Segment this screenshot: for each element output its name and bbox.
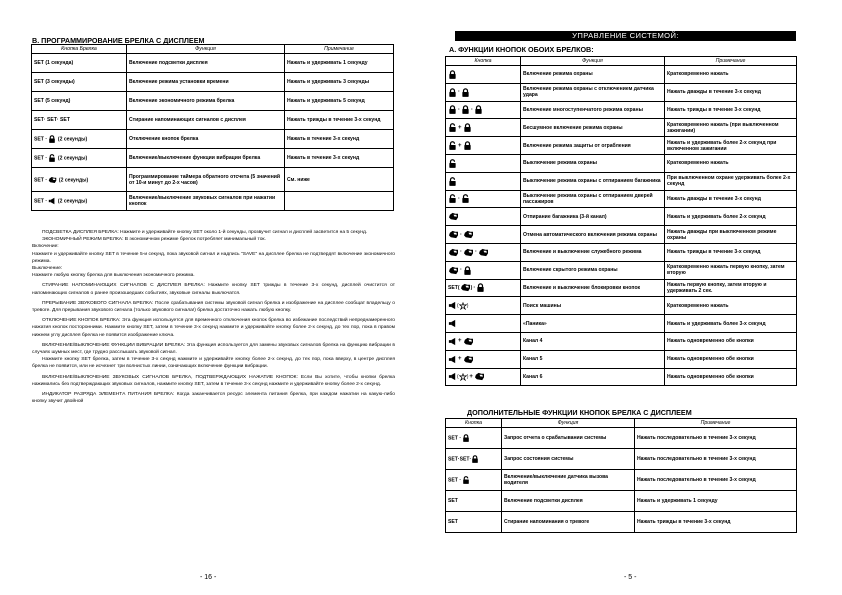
unlock-icon bbox=[448, 159, 457, 168]
lock-icon bbox=[48, 135, 56, 143]
unlock-icon bbox=[448, 177, 457, 186]
paragraph: Нажмите и удерживайте кнопку SET в течение 5-и секунд, пока звуковой сигнал и надпись "SAVE" на дисплее брелка не подтвердят включение экономичного режима. bbox=[32, 251, 395, 264]
paragraph: ЭКОНОМИЧНЫЙ РЕЖИМ БРЕЛКА: В экономичном режиме брелок потребляет минимальный ток. bbox=[42, 237, 266, 243]
row-function: Стирание напоминания о тревоге bbox=[502, 512, 635, 533]
row-function: Отключение кнопок брелка bbox=[127, 130, 285, 149]
row-note: Кратковременно нажать bbox=[665, 66, 797, 84]
row-function: Включение режима охраны с отключением датчика удара bbox=[521, 83, 665, 101]
row-note: Нажать трижды в течение 3-х секунд bbox=[665, 243, 797, 261]
key-label: SET · bbox=[448, 435, 462, 442]
key-suffix: (2 секунды) bbox=[57, 198, 88, 205]
row-function: Включение и выключение служебного режима bbox=[521, 243, 665, 261]
row-key bbox=[446, 66, 521, 84]
table-row bbox=[446, 279, 797, 297]
system-control-banner: УПРАВЛЕНИЕ СИСТЕМОЙ: bbox=[455, 31, 796, 41]
row-key bbox=[446, 428, 502, 449]
row-key: · · bbox=[446, 243, 521, 261]
right-page bbox=[421, 0, 842, 595]
row-note: Нажать последовательно в течение 3-х секунд bbox=[635, 470, 797, 491]
row-key: SET (5 секунд) bbox=[32, 92, 127, 111]
row-function: Канал 6 bbox=[521, 368, 665, 386]
key-prefix: SET · bbox=[34, 136, 48, 143]
table-row bbox=[446, 470, 797, 491]
table-row bbox=[446, 208, 797, 226]
row-note: Нажать дважды при выключенном режиме охраны bbox=[665, 226, 797, 244]
row-function: Запрос состояния системы bbox=[502, 449, 635, 470]
row-function: Стирание напоминающих сигналов с дисплея bbox=[127, 111, 285, 130]
lock-icon bbox=[448, 105, 457, 114]
row-note: Нажать первую кнопку, затем вторую и удерживать 2 сек. bbox=[665, 279, 797, 297]
unlock-icon bbox=[48, 154, 56, 162]
table-row bbox=[32, 168, 394, 192]
table-row bbox=[446, 368, 797, 386]
star-icon bbox=[459, 302, 467, 310]
row-note: Нажать и удерживать 1 секунду bbox=[285, 54, 394, 73]
table-row bbox=[446, 315, 797, 333]
row-key: · bbox=[446, 261, 521, 279]
table-row bbox=[446, 226, 797, 244]
row-function: Выключение режима охраны с отпиранием багажника bbox=[521, 172, 665, 190]
lock-icon bbox=[448, 88, 457, 97]
car-icon bbox=[463, 248, 474, 257]
table-row bbox=[32, 111, 394, 130]
car-icon bbox=[463, 230, 474, 239]
paragraph: ПОДСВЕТКА ДИСПЛЕЯ БРЕЛКА: Нажмите и удерживайте кнопку SET около 1-й секунды, прозвучит сигнал и дисплей засветится на 5 секунд. bbox=[42, 230, 368, 235]
row-key bbox=[32, 149, 127, 168]
row-key: SET bbox=[446, 491, 502, 512]
horn-icon bbox=[448, 372, 457, 381]
row-note: Нажать трижды в течение 3-х секунд bbox=[285, 111, 394, 130]
row-note: Нажать в течение 3-х секунд bbox=[285, 149, 394, 168]
row-key: SET bbox=[446, 512, 502, 533]
row-note: Кратковременно нажать bbox=[665, 297, 797, 315]
left-header-note: Примечание bbox=[285, 45, 394, 54]
car-icon bbox=[478, 248, 489, 257]
table-row bbox=[446, 83, 797, 101]
car-icon bbox=[474, 372, 485, 381]
car-icon bbox=[448, 212, 459, 221]
table-row bbox=[446, 332, 797, 350]
row-key: SET( )· bbox=[446, 279, 521, 297]
row-key: SET· SET· SET bbox=[32, 111, 127, 130]
row-note: См. ниже bbox=[285, 168, 394, 192]
row-function: Канал 5 bbox=[521, 350, 665, 368]
row-note: Нажать последовательно в течение 3-х секунд bbox=[635, 449, 797, 470]
row-key: · bbox=[446, 226, 521, 244]
row-key bbox=[446, 154, 521, 172]
row-function: «Паника» bbox=[521, 315, 665, 333]
paragraph: Включение: bbox=[32, 244, 59, 250]
row-note: Нажать и удерживать более 2-х секунд bbox=[665, 208, 797, 226]
car-icon bbox=[463, 337, 474, 346]
paragraph: Выключение: bbox=[32, 266, 63, 272]
unlock-icon bbox=[462, 476, 470, 484]
table-row bbox=[32, 73, 394, 92]
lock-icon bbox=[471, 455, 479, 463]
car-icon bbox=[48, 176, 57, 184]
header-key: Кнопка bbox=[446, 57, 521, 66]
row-note bbox=[285, 192, 394, 211]
row-function: Выключение режима охраны с отпиранием дверей пассажиров bbox=[521, 190, 665, 208]
key-suffix: (2 секунды) bbox=[58, 176, 89, 183]
horn-icon bbox=[448, 355, 457, 364]
row-key: · · bbox=[446, 101, 521, 119]
unlock-icon bbox=[461, 194, 470, 203]
table-row bbox=[32, 92, 394, 111]
table-row bbox=[446, 119, 797, 137]
horn-icon bbox=[448, 337, 457, 346]
row-key: SET (3 секунды) bbox=[32, 73, 127, 92]
paragraph: СТИРАНИЕ НАПОМИНАЮЩИХ СИГНАЛОВ С ДИСПЛЕЯ БРЕЛКА: Нажмите кнопку SET трижды в течение 3-х секунд, дисплей очистится от напоминающих сигналов о ранее произошедших событиях, звуковые сигналы выключатся. bbox=[32, 283, 395, 296]
row-note: Нажать и удерживать 1 секунду bbox=[635, 491, 797, 512]
b-header-key: Кнопка bbox=[446, 419, 502, 428]
table-row bbox=[32, 54, 394, 73]
row-note: Кратковременно нажать первую кнопку, затем вторую bbox=[665, 261, 797, 279]
key-prefix: SET · bbox=[34, 198, 48, 205]
row-function: Поиск машины bbox=[521, 297, 665, 315]
row-function: Включение режима охраны bbox=[521, 66, 665, 84]
table-row bbox=[32, 130, 394, 149]
lock-icon bbox=[462, 434, 470, 442]
key-suffix: (2 секунды) bbox=[57, 155, 88, 162]
paragraph: ИНДИКАТОР РАЗРЯДА ЭЛЕМЕНТА ПИТАНИЯ БРЕЛКА: Когда заканчивается ресурс элемента питания брелка, при каждом нажатии на какую-либо кнопку звучит двойной bbox=[32, 392, 395, 405]
table-row bbox=[446, 491, 797, 512]
unlock-icon bbox=[448, 141, 457, 150]
page-number-right: - 5 - bbox=[624, 574, 637, 581]
row-note: Кратковременно нажать (при выключенном зажигании) bbox=[665, 119, 797, 137]
unlock-icon bbox=[448, 194, 457, 203]
row-function: Канал 4 bbox=[521, 332, 665, 350]
row-key bbox=[446, 315, 521, 333]
table-row bbox=[32, 149, 394, 168]
row-key: ( ) bbox=[446, 297, 521, 315]
paragraph: Нажмите любую кнопку брелка для выключения экономичного режима. bbox=[32, 273, 195, 279]
table-row bbox=[32, 192, 394, 211]
row-function: Включение подсветки дисплея bbox=[502, 491, 635, 512]
key-suffix: (2 секунды) bbox=[57, 136, 88, 143]
table-row bbox=[446, 350, 797, 368]
row-key: · bbox=[446, 190, 521, 208]
row-note: Нажать одновременно обе кнопки bbox=[665, 350, 797, 368]
row-note: Кратковременно нажать bbox=[665, 154, 797, 172]
row-function: Включение подсветки дисплея bbox=[127, 54, 285, 73]
table-row bbox=[446, 172, 797, 190]
row-note: Нажать дважды в течение 3-х секунд bbox=[665, 83, 797, 101]
row-key bbox=[446, 208, 521, 226]
car-icon bbox=[448, 248, 459, 257]
left-body-text bbox=[32, 229, 395, 405]
row-function: Включение и выключение блокировки кнопок bbox=[521, 279, 665, 297]
row-key: SET (1 секунда) bbox=[32, 54, 127, 73]
table-row bbox=[446, 449, 797, 470]
left-header-key: Кнопка Брелка bbox=[32, 45, 127, 54]
row-key bbox=[32, 168, 127, 192]
header-function: Функция bbox=[521, 57, 665, 66]
horn-icon bbox=[48, 197, 56, 205]
button-functions-table bbox=[445, 56, 797, 386]
left-header-function: Функция bbox=[127, 45, 285, 54]
row-function: Включение многоступенчатого режима охраны bbox=[521, 101, 665, 119]
unlock-icon bbox=[448, 123, 457, 132]
row-note: Нажать дважды в течение 3-х секунд bbox=[665, 190, 797, 208]
row-note: Нажать трижды в течение 3-х секунд bbox=[635, 512, 797, 533]
b-header-function: Функция bbox=[502, 419, 635, 428]
lock-icon bbox=[474, 105, 483, 114]
row-function: Включение экономичного режима брелка bbox=[127, 92, 285, 111]
row-note: Нажать и удерживать 5 секунд bbox=[285, 92, 394, 111]
section-a-title: A. ФУНКЦИИ КНОПОК ОБОИХ БРЕЛКОВ: bbox=[449, 45, 594, 54]
row-key: + bbox=[446, 137, 521, 155]
star-icon bbox=[459, 373, 467, 381]
row-key: ( )+ bbox=[446, 368, 521, 386]
row-function: Бесшумное включение режима охраны bbox=[521, 119, 665, 137]
display-functions-table bbox=[445, 418, 797, 533]
paragraph: ОТКЛЮЧЕНИЕ КНОПОК БРЕЛКА: Эта функция используется для временного отключения кнопок брелка во избежание последствий непреднамеренного нажатия кнопок посторонними. Нажмите кнопку SET, затем в течение 3-х секунд нажмите и удерживайте кнопку более 2-х секунд, до тех пор, пока в правом нижнем углу дисплея брелка не появится изображение ключа. bbox=[32, 318, 395, 338]
car-icon bbox=[463, 355, 474, 364]
car-icon bbox=[448, 266, 459, 275]
row-key: · bbox=[446, 83, 521, 101]
row-key bbox=[32, 192, 127, 211]
key-prefix: SET · bbox=[34, 155, 48, 162]
left-section-title: B. ПРОГРАММИРОВАНИЕ БРЕЛКА С ДИСПЛЕЕМ bbox=[32, 36, 205, 45]
key-label: SET·SET· bbox=[448, 456, 472, 463]
row-note: Нажать трижды в течение 3-х секунд bbox=[665, 101, 797, 119]
row-note: Нажать последовательно в течение 3-х секунд bbox=[635, 428, 797, 449]
paragraph: ВКЛЮЧЕНИЕ/ВЫКЛЮЧЕНИЕ ФУНКЦИИ ВИБРАЦИИ БРЕЛКА: Эта функция используется для замены звуковых сигналов брелка на функцию вибрации в случаях шумных мест, где трудно расслышать звуковой сигнал. bbox=[32, 342, 395, 356]
row-key bbox=[32, 130, 127, 149]
table-row bbox=[446, 66, 797, 84]
paragraph: ПРЕРЫВАНИЕ ЗВУКОВОГО СИГНАЛА БРЕЛКА: После срабатывания системы звуковой сигнал брелка и изображение на дисплее сообщат владельцу о тревоге. Для прерывания звукового сигнала (только звукового сигнала!) брелка достаточно нажать любую кнопку. bbox=[32, 300, 395, 314]
row-function: Включение скрытого режима охраны bbox=[521, 261, 665, 279]
row-function: Включение режима защиты от ограбления bbox=[521, 137, 665, 155]
row-key: + bbox=[446, 119, 521, 137]
row-note: Нажать и удерживать более 3-х секунд bbox=[665, 315, 797, 333]
lock-icon bbox=[463, 266, 472, 275]
paragraph: ВКЛЮЧЕНИЕ/ВЫКЛЮЧЕНИЕ ЗВУКОВЫХ СИГНАЛОВ БРЕЛКА, ПОДТВЕРЖДАЮЩИХ НАЖАТИЕ КНОПОК: Если Вы хотите, чтобы кнопки брелка нажимались без подтверждающих звуковых сигналов, нажмите кнопку SET, затем в течение 3-х секунд нажмите и удерживайте кнопку более 2-х секунд. bbox=[32, 374, 395, 387]
section-b-title: ДОПОЛНИТЕЛЬНЫЕ ФУНКЦИИ КНОПОК БРЕЛКА С ДИСПЛЕЕМ bbox=[467, 408, 692, 417]
row-function: Включение режима установки времени bbox=[127, 73, 285, 92]
row-note: Нажать одновременно обе кнопки bbox=[665, 332, 797, 350]
row-note: Нажать одновременно обе кнопки bbox=[665, 368, 797, 386]
table-row bbox=[446, 190, 797, 208]
table-row bbox=[446, 154, 797, 172]
row-key: + bbox=[446, 350, 521, 368]
lock-icon bbox=[463, 123, 472, 132]
row-key bbox=[446, 172, 521, 190]
row-function: Отпирание багажника (3-й канал) bbox=[521, 208, 665, 226]
row-note: Нажать и удерживать более 2-х секунд при включенном зажигании bbox=[665, 137, 797, 155]
table-row bbox=[446, 512, 797, 533]
table-row bbox=[446, 243, 797, 261]
row-key bbox=[446, 470, 502, 491]
lock-icon bbox=[463, 141, 472, 150]
horn-icon bbox=[448, 301, 457, 310]
row-function: Запрос отчета о срабатывании системы bbox=[502, 428, 635, 449]
b-header-note: Примечание bbox=[635, 419, 797, 428]
table-row bbox=[446, 101, 797, 119]
key-prefix: SET · bbox=[34, 176, 48, 183]
lock-icon bbox=[476, 283, 485, 292]
lock-icon bbox=[448, 70, 457, 79]
lock-icon bbox=[461, 105, 470, 114]
row-function: Выключение режима охраны bbox=[521, 154, 665, 172]
left-settings-table bbox=[31, 44, 394, 211]
header-note: Примечание bbox=[665, 57, 797, 66]
row-note: При выключенном охране удерживать более 2-х секунд bbox=[665, 172, 797, 190]
table-row bbox=[446, 428, 797, 449]
row-function: Включение/выключение функции вибрации брелка bbox=[127, 149, 285, 168]
row-function: Программирование таймера обратного отсчета (5 значений от 10-и минут до 2-х часов) bbox=[127, 168, 285, 192]
car-icon bbox=[448, 230, 459, 239]
paragraph: Нажмите кнопку SET брелка, затем в течение 3-х секунд нажмите и удерживайте кнопку более 2-х секунд, до тех пор, пока вверху, в центре дисплея брелка не появится, или не исчезнет три волнистых линии, означающих включение функции вибрации. bbox=[32, 357, 395, 370]
key-label: SET · bbox=[448, 477, 462, 484]
lock-icon bbox=[461, 88, 470, 97]
row-function: Включение/выключение датчика вызова водителя bbox=[502, 470, 635, 491]
row-note: Нажать и удерживать 3 секунды bbox=[285, 73, 394, 92]
row-note: Нажать в течение 3-х секунд bbox=[285, 130, 394, 149]
table-row bbox=[446, 137, 797, 155]
horn-icon bbox=[448, 319, 457, 328]
car-icon bbox=[460, 283, 471, 292]
table-row bbox=[446, 261, 797, 279]
row-function: Включение/выключение звуковых сигналов при нажатии кнопок bbox=[127, 192, 285, 211]
row-key: + bbox=[446, 332, 521, 350]
row-function: Отмена автоматического включения режима охраны bbox=[521, 226, 665, 244]
row-key bbox=[446, 449, 502, 470]
table-row bbox=[446, 297, 797, 315]
page-number-left: - 16 - bbox=[200, 574, 217, 581]
